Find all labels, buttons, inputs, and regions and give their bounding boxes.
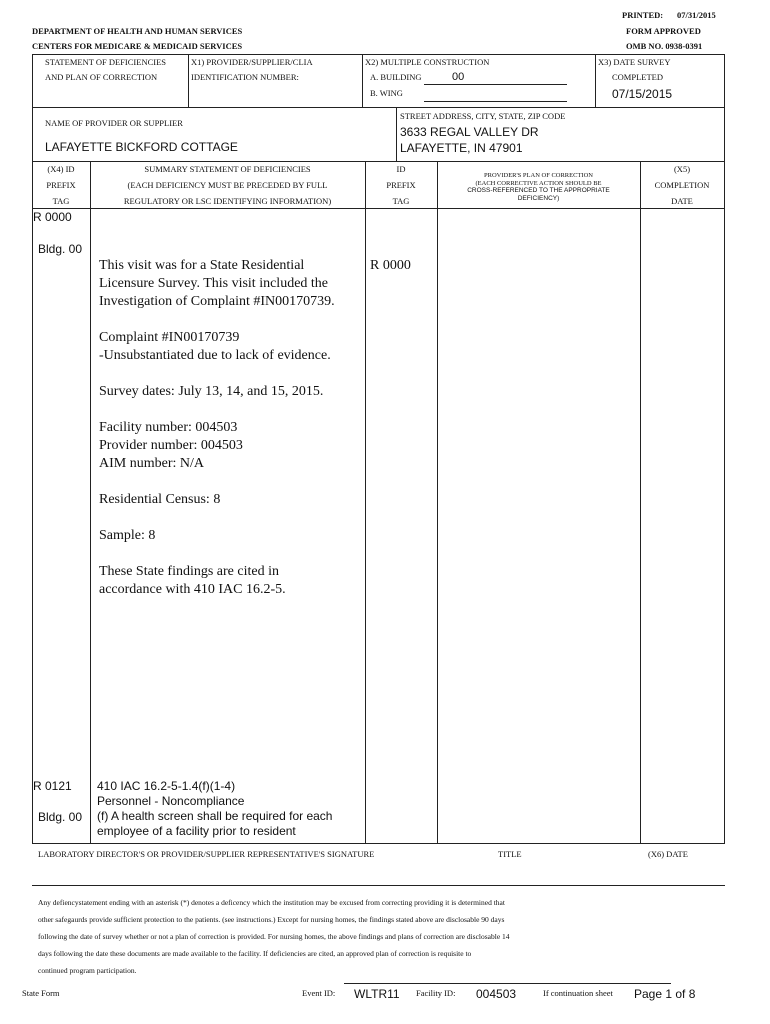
rule — [32, 885, 725, 886]
rule — [344, 983, 671, 984]
disclaimer-line-5: continued program participation. — [38, 966, 137, 975]
provider-name-label: NAME OF PROVIDER OR SUPPLIER — [45, 118, 183, 128]
entry-bldg-2: Bldg. 00 — [38, 810, 83, 824]
rule — [90, 161, 91, 844]
rule — [362, 54, 363, 107]
rule — [32, 161, 33, 844]
wing-underline — [424, 101, 567, 102]
x4-tag-label: TAG — [52, 196, 70, 206]
event-id-value: WLTR11 — [354, 987, 400, 1001]
rule — [32, 54, 725, 55]
x4-id-label: (X4) ID — [47, 164, 75, 174]
disclaimer-line-1: Any defiencystatement ending with an asterisk (*) denotes a deficency which the institution may be excused from correcting providing it is determined that — [38, 898, 505, 907]
entry-right-tag-r0000: R 0000 — [370, 258, 411, 273]
building-underline — [424, 84, 567, 85]
provider-name-value: LAFAYETTE BICKFORD COTTAGE — [45, 140, 238, 154]
provider-id-label-2: IDENTIFICATION NUMBER: — [191, 72, 299, 82]
rule — [32, 107, 725, 108]
rule — [365, 161, 366, 844]
summary-para-1: This visit was for a State Residential Licensure Survey. This visit included the Investigation of Complaint #IN00170739. — [99, 258, 335, 309]
disclaimer-line-4: days following the date these documents are made available to the facility. If deficiencies are cited, an approved plan of correction is requisite to — [38, 949, 472, 958]
building-label: A. BUILDING — [370, 72, 422, 82]
date-survey-value: 07/15/2015 — [612, 87, 673, 101]
summary-para-3: Survey dates: July 13, 14, and 15, 2015. — [99, 384, 324, 399]
form-approved: FORM APPROVED — [626, 26, 701, 36]
plan-label-4: DEFICIENCY) — [517, 195, 560, 202]
x5-label: (X5) — [673, 164, 691, 174]
id-label: ID — [396, 164, 406, 174]
summary-para-4-line-2: Provider number: 004503 — [99, 438, 243, 453]
department-name: DEPARTMENT OF HEALTH AND HUMAN SERVICES — [32, 26, 243, 36]
id-prefix-label: PREFIX — [386, 180, 416, 190]
entry-tag-r0121: R 0121 — [33, 779, 72, 793]
rule — [188, 54, 189, 107]
address-line-1: 3633 REGAL VALLEY DR — [400, 125, 539, 139]
summary-label-1: SUMMARY STATEMENT OF DEFICIENCIES — [144, 164, 311, 174]
signature-label: LABORATORY DIRECTOR'S OR PROVIDER/SUPPLIER REPRESENTATIVE'S SIGNATURE — [38, 849, 375, 859]
rule — [724, 107, 725, 161]
continuation-label: If continuation sheet — [543, 988, 613, 998]
r0121-line-2: Personnel - Noncompliance — [97, 794, 245, 808]
disclaimer-line-3: following the date of survey whether or not a plan of correction is provided. For nursing homes, the above findings and plans of correction are disclosable 14 — [38, 932, 510, 941]
entry-tag-r0000: R 0000 — [33, 210, 72, 224]
title-label: TITLE — [498, 849, 522, 859]
rule — [32, 107, 33, 161]
rule — [32, 843, 725, 844]
printed-label: PRINTED: — [622, 10, 664, 20]
facility-id-label: Facility ID: — [416, 988, 456, 998]
rule — [32, 54, 33, 107]
printed-date: 07/31/2015 — [677, 10, 716, 20]
rule — [396, 107, 397, 161]
summary-label-3: REGULATORY OR LSC IDENTIFYING INFORMATION) — [123, 196, 332, 206]
address-label: STREET ADDRESS, CITY, STATE, ZIP CODE — [400, 111, 566, 121]
statement-label-2: AND PLAN OF CORRECTION — [45, 72, 158, 82]
x5-date-label: DATE — [671, 196, 693, 206]
wing-label: B. WING — [370, 88, 403, 98]
summary-para-4-line-3: AIM number: N/A — [99, 456, 204, 471]
summary-para-6: Sample: 8 — [99, 528, 156, 543]
rule — [437, 161, 438, 844]
summary-para-2-line-2: -Unsubstantiated due to lack of evidence. — [99, 348, 331, 363]
deficiency-summary — [99, 257, 344, 617]
entry-bldg-1: Bldg. 00 — [38, 242, 83, 256]
x5-completion-label: COMPLETION — [654, 180, 710, 190]
summary-label-2: (EACH DEFICIENCY MUST BE PRECEDED BY FULL — [127, 180, 328, 190]
disclaimer-line-2: other safegaurds provide sufficient protection to the patients. (see instructions.) Except for nursing homes, the findings stated above are disclosable 90 days — [38, 915, 505, 924]
rule — [724, 54, 725, 107]
event-id-label: Event ID: — [302, 988, 336, 998]
rule — [595, 54, 596, 107]
omb-number: OMB NO. 0938-0391 — [626, 41, 703, 51]
summary-para-7: These State findings are cited in accordance with 410 IAC 16.2-5. — [99, 564, 286, 597]
r0121-line-1: 410 IAC 16.2-5-1.4(f)(1-4) — [97, 779, 236, 793]
rule — [724, 161, 725, 844]
centers-name: CENTERS FOR MEDICARE & MEDICAID SERVICES — [32, 41, 243, 51]
date-survey-label-2: COMPLETED — [612, 72, 663, 82]
state-form-label: State Form — [22, 988, 60, 998]
date-survey-label-1: X3) DATE SURVEY — [598, 57, 671, 67]
summary-para-4-line-1: Facility number: 004503 — [99, 420, 238, 435]
page-number: Page 1 of 8 — [634, 987, 696, 1001]
facility-id-value: 004503 — [476, 987, 517, 1001]
summary-para-2-line-1: Complaint #IN00170739 — [99, 330, 240, 345]
statement-label-1: STATEMENT OF DEFICIENCIES — [45, 57, 167, 67]
deficiency-r0121 — [97, 779, 332, 839]
plan-label-3: CROSS-REFERENCED TO THE APPROPRIATE — [467, 187, 610, 194]
r0121-line-3: (f) A health screen shall be required for each — [97, 809, 333, 823]
plan-label-1: PROVIDER'S PLAN OF CORRECTION — [484, 172, 593, 179]
rule — [32, 208, 725, 209]
disclaimer — [38, 894, 718, 979]
provider-id-label-1: X1) PROVIDER/SUPPLIER/CLIA — [191, 57, 313, 67]
multiple-construction-label: X2) MULTIPLE CONSTRUCTION — [365, 57, 490, 67]
rule — [640, 161, 641, 844]
rule — [32, 161, 725, 162]
summary-para-5: Residential Census: 8 — [99, 492, 221, 507]
building-value: 00 — [452, 71, 465, 83]
address-line-2: LAFAYETTE, IN 47901 — [400, 141, 523, 155]
x4-prefix-label: PREFIX — [46, 180, 76, 190]
id-tag-label: TAG — [392, 196, 410, 206]
plan-label-2: (EACH CORRECTIVE ACTION SHOULD BE — [475, 180, 602, 187]
x6-date-label: (X6) DATE — [648, 849, 688, 859]
r0121-line-4: employee of a facility prior to resident — [97, 824, 296, 838]
